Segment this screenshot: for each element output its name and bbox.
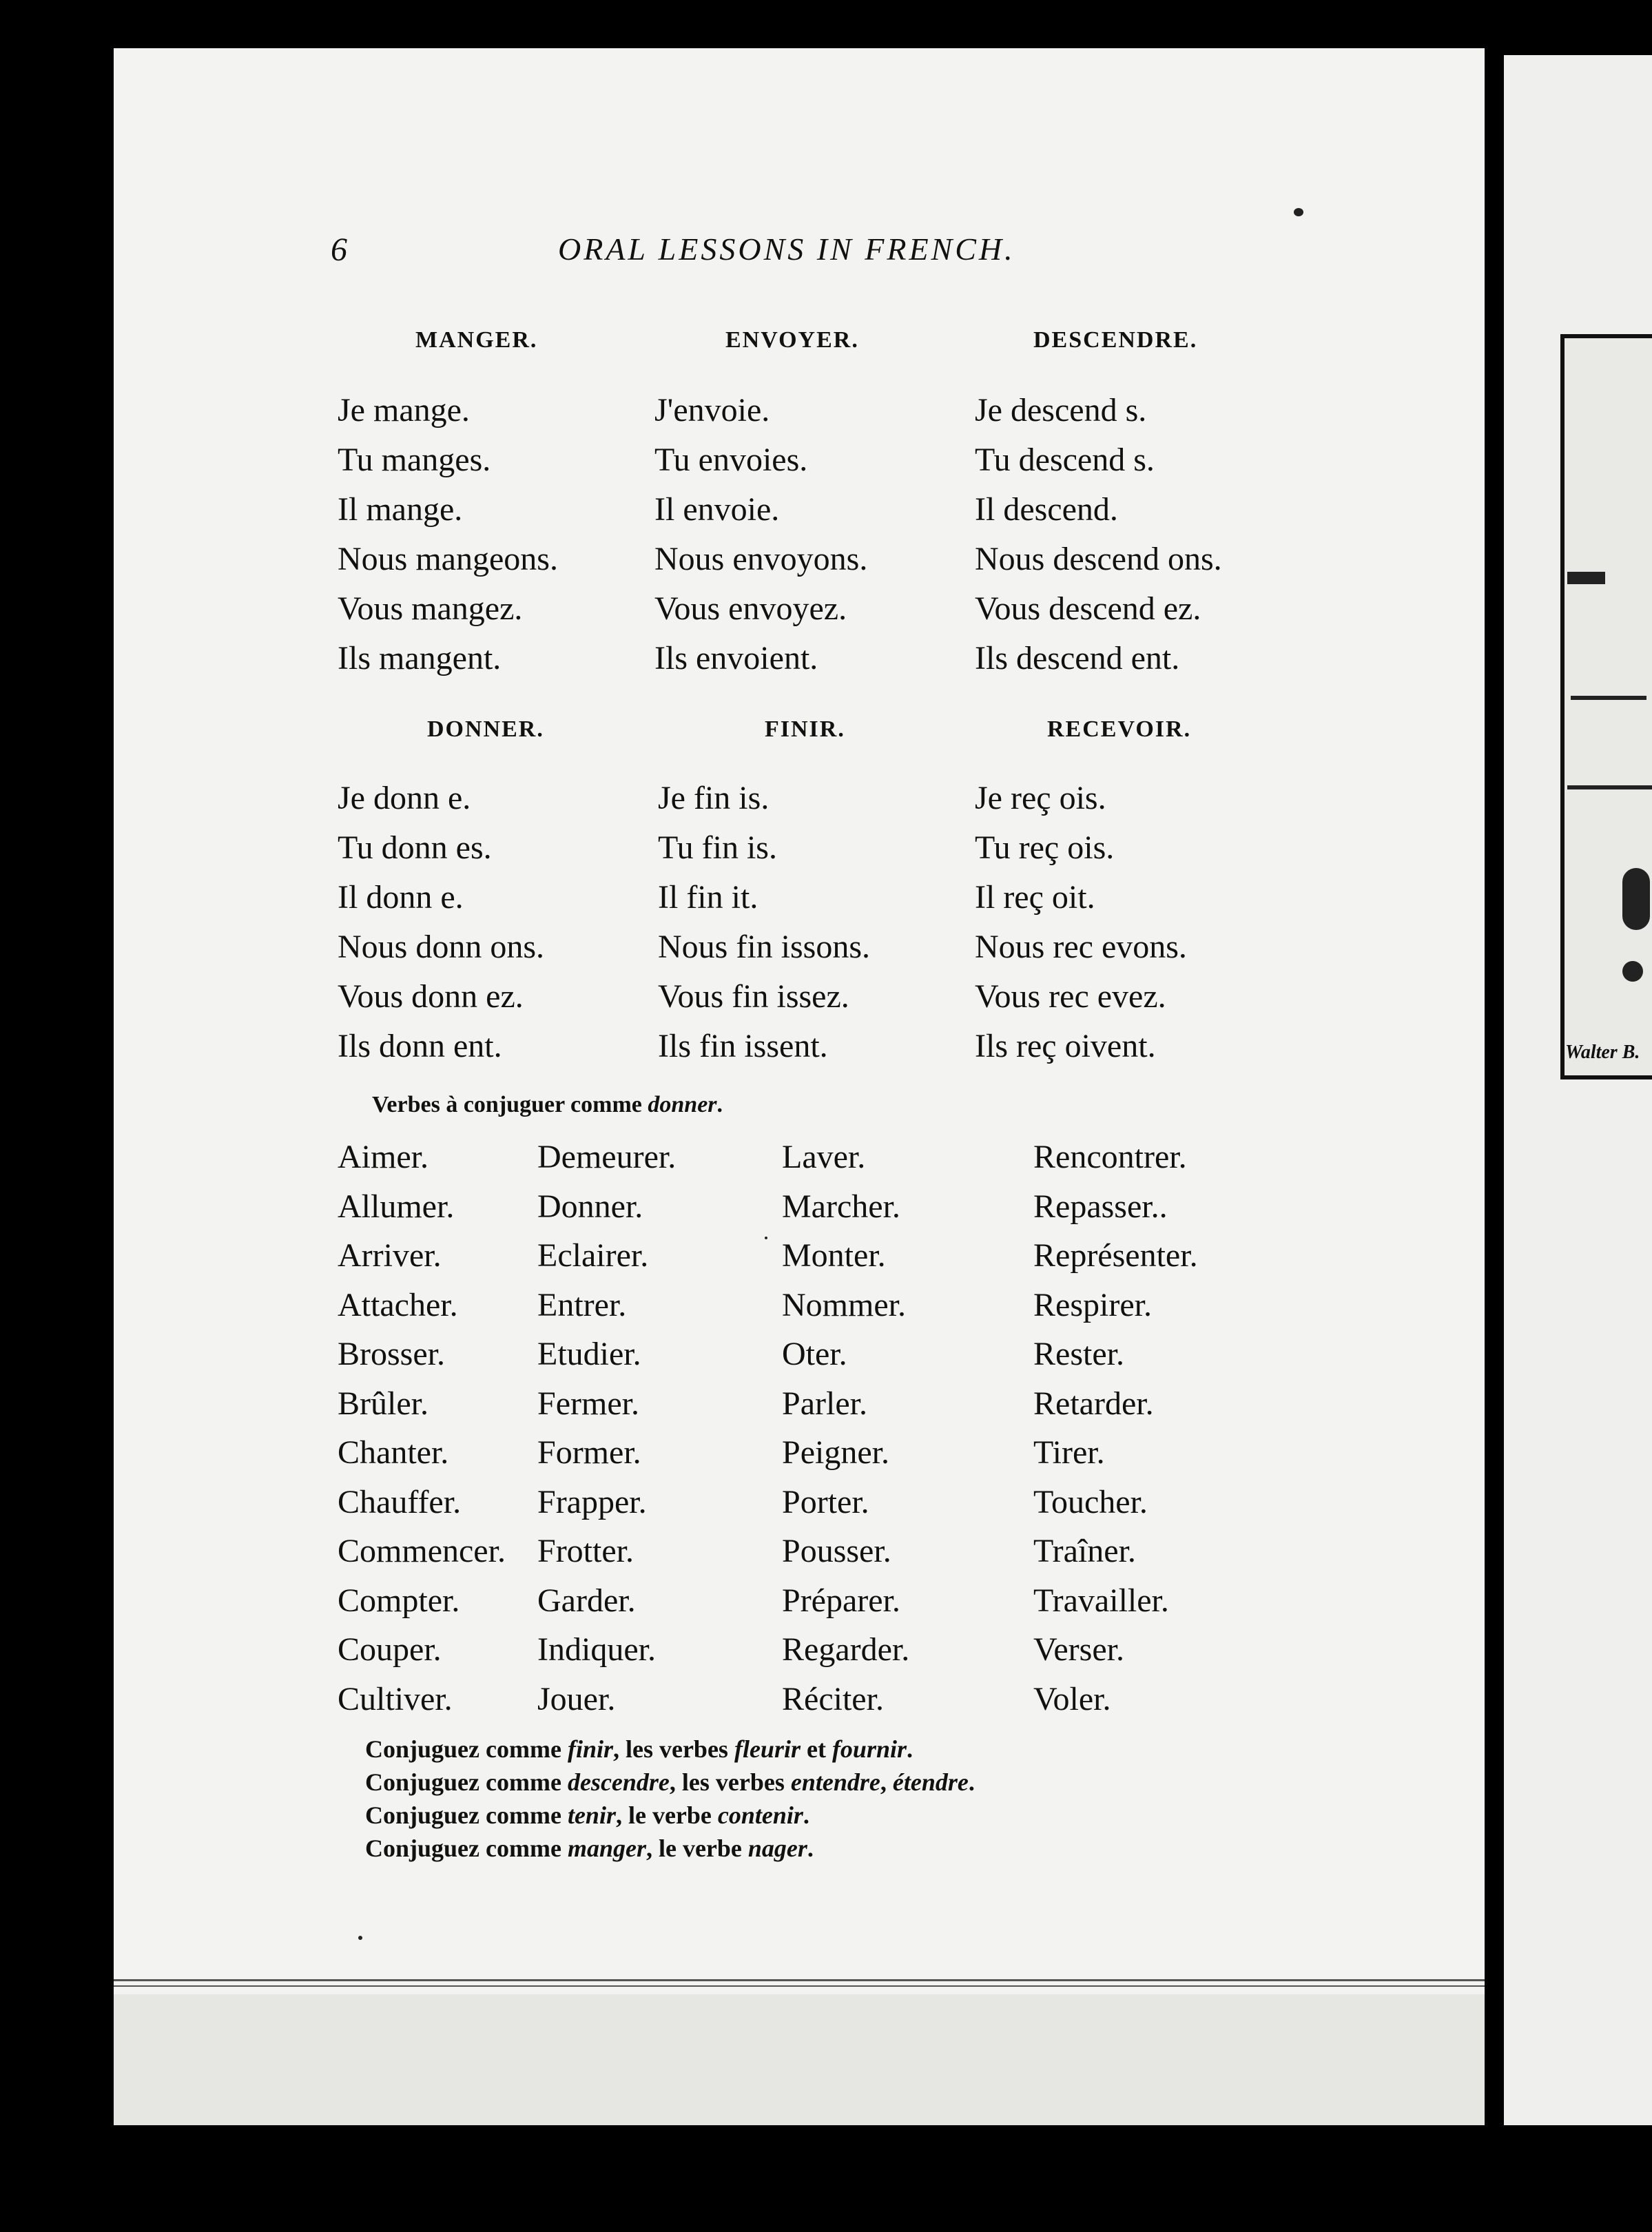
verb-list-item: Retarder.	[1033, 1385, 1154, 1422]
verb-list-item: Brûler.	[338, 1385, 429, 1422]
ink-speck	[765, 1237, 767, 1239]
page-header	[331, 231, 1295, 279]
scan-border	[0, 2125, 1652, 2232]
conjugation-line: Il descend.	[975, 491, 1118, 528]
verb-list-item: Repasser..	[1033, 1188, 1168, 1225]
verb-heading-descendre: DESCENDRE.	[1033, 327, 1198, 353]
illustration-fragment	[1571, 696, 1646, 700]
verb-list-item: Oter.	[782, 1336, 847, 1372]
verb-list-item: Verser.	[1033, 1631, 1124, 1668]
conjugation-line: Vous mangez.	[338, 590, 523, 627]
verb-list-item: Donner.	[537, 1188, 643, 1225]
conjugation-line: Je descend s.	[975, 392, 1147, 428]
page-number: 6	[331, 231, 347, 268]
verb-list-item: Respirer.	[1033, 1286, 1152, 1323]
verb-list-item: Frotter.	[537, 1533, 634, 1569]
book-gutter	[1485, 55, 1504, 2136]
conjugation-line: Tu reç ois.	[975, 829, 1115, 866]
conjugation-line: Ils envoient.	[654, 640, 818, 676]
conjugation-line: Tu envoies.	[654, 442, 808, 478]
verb-list-item: Marcher.	[782, 1188, 900, 1225]
conjugation-line: Il donn e.	[338, 879, 464, 916]
note-suffix: .	[716, 1092, 723, 1117]
verb-list-item: Etudier.	[537, 1336, 641, 1372]
verb-list-item: Chauffer.	[338, 1483, 462, 1520]
verb-list-item: Jouer.	[537, 1680, 616, 1717]
illustration-fragment	[1622, 868, 1650, 930]
conjugation-line: Tu fin is.	[658, 829, 777, 866]
verb-list-item: Réciter.	[782, 1680, 884, 1717]
illustration-fragment	[1567, 572, 1605, 584]
verb-list-item: Regarder.	[782, 1631, 910, 1668]
conjugation-line: Vous envoyez.	[654, 590, 847, 627]
verb-list-column-1	[338, 1133, 506, 1724]
conjugation-line: Vous fin issez.	[658, 978, 849, 1015]
verb-list-item: Tirer.	[1033, 1434, 1105, 1471]
conjugation-line: Tu donn es.	[338, 829, 492, 866]
verb-list-item: Monter.	[782, 1237, 886, 1274]
conjugation-line: Il mange.	[338, 491, 463, 528]
verb-list-column-3	[782, 1133, 909, 1724]
verb-list-item: Rester.	[1033, 1336, 1124, 1372]
verb-list-item: Rencontrer.	[1033, 1139, 1187, 1175]
conjugation-line: Je fin is.	[658, 780, 770, 816]
verb-list-item: Cultiver.	[338, 1680, 453, 1717]
verb-list-item: Travailler.	[1033, 1582, 1169, 1619]
instruction-line: Conjuguez comme tenir, le verbe contenir.	[365, 1801, 809, 1829]
verb-list-item: Parler.	[782, 1385, 867, 1422]
illustration-signature: Walter B.	[1565, 1042, 1640, 1063]
running-title: ORAL LESSONS IN FRENCH.	[558, 231, 1015, 267]
verb-list-item: Laver.	[782, 1139, 866, 1175]
instruction-line: Conjuguez comme finir, les verbes fleurir et fournir.	[365, 1735, 913, 1763]
conjugation-manger	[338, 386, 558, 683]
verb-list-item: Porter.	[782, 1483, 869, 1520]
verb-list-item: Compter.	[338, 1582, 460, 1619]
ink-speck	[358, 1936, 362, 1940]
verb-list-item: Demeurer.	[537, 1139, 677, 1175]
conjugation-finir	[658, 774, 870, 1071]
verb-list-item: Traîner.	[1033, 1533, 1136, 1569]
conjugation-line: Vous donn ez.	[338, 978, 524, 1015]
verb-list-item: Chanter.	[338, 1434, 449, 1471]
conjugation-donner	[338, 774, 544, 1071]
conjugation-line: Je donn e.	[338, 780, 471, 816]
conjugation-line: Vous descend ez.	[975, 590, 1201, 627]
verb-list-item: Toucher.	[1033, 1483, 1148, 1520]
verb-heading-donner: DONNER.	[427, 716, 544, 742]
conjugation-line: Il fin it.	[658, 879, 758, 916]
conjugate-like-note	[372, 1092, 723, 1118]
illustration-fragment	[1567, 785, 1652, 789]
conjugation-line: Je mange.	[338, 392, 470, 428]
conjugation-line: J'envoie.	[654, 392, 770, 428]
conjugation-line: Tu descend s.	[975, 442, 1155, 478]
verb-list-item: Frapper.	[537, 1483, 647, 1520]
note-prefix: Verbes à conjuguer comme	[372, 1092, 642, 1117]
verb-list-item: Brosser.	[338, 1336, 445, 1372]
conjugation-line: Nous rec evons.	[975, 929, 1187, 965]
verb-heading-recevoir: RECEVOIR.	[1047, 716, 1192, 742]
verb-list-item: Couper.	[338, 1631, 442, 1668]
page-edge-rule	[114, 1985, 1485, 1987]
conjugation-line: Vous rec evez.	[975, 978, 1166, 1015]
verb-list-column-2	[537, 1133, 676, 1724]
conjugation-line: Ils donn ent.	[338, 1028, 502, 1064]
verb-list-item: Fermer.	[537, 1385, 639, 1422]
conjugation-line: Il envoie.	[654, 491, 780, 528]
verb-list-item: Commencer.	[338, 1533, 506, 1569]
verb-list-item: Pousser.	[782, 1533, 891, 1569]
note-model-verb: donner	[648, 1092, 717, 1117]
conjugation-instructions	[365, 1733, 975, 1865]
conjugation-envoyer	[654, 386, 867, 683]
verb-list-item: Nommer.	[782, 1286, 906, 1323]
ink-speck	[1294, 208, 1303, 216]
verb-list-item: Indiquer.	[537, 1631, 656, 1668]
verb-list-item: Attacher.	[338, 1286, 458, 1323]
instruction-line: Conjuguez comme manger, le verbe nager.	[365, 1835, 814, 1862]
verb-heading-finir: FINIR.	[765, 716, 845, 742]
conjugation-descendre	[975, 386, 1222, 683]
verb-list-item: Eclairer.	[537, 1237, 649, 1274]
conjugation-line: Ils descend ent.	[975, 640, 1180, 676]
conjugation-recevoir	[975, 774, 1187, 1071]
verb-list-item: Arriver.	[338, 1237, 442, 1274]
conjugation-line: Nous donn ons.	[338, 929, 545, 965]
verb-list-item: Représenter.	[1033, 1237, 1198, 1274]
conjugation-line: Tu manges.	[338, 442, 491, 478]
page-bottom-margin	[114, 1994, 1485, 2125]
page-edge-rule	[114, 1979, 1485, 1981]
conjugation-line: Nous mangeons.	[338, 541, 558, 577]
verb-list-column-4	[1033, 1133, 1198, 1724]
instruction-line: Conjuguez comme descendre, les verbes entendre, étendre.	[365, 1768, 975, 1796]
conjugation-line: Nous fin issons.	[658, 929, 871, 965]
illustration-fragment	[1622, 961, 1643, 982]
conjugation-line: Nous descend ons.	[975, 541, 1222, 577]
verb-list-item: Former.	[537, 1434, 641, 1471]
verb-list-item: Préparer.	[782, 1582, 900, 1619]
verb-list-item: Aimer.	[338, 1139, 429, 1175]
verb-list-item: Garder.	[537, 1582, 636, 1619]
verb-heading-envoyer: ENVOYER.	[725, 327, 859, 353]
verb-list-item: Peigner.	[782, 1434, 889, 1471]
verb-list-item: Entrer.	[537, 1286, 627, 1323]
verb-list-item: Allumer.	[338, 1188, 455, 1225]
verb-heading-manger: MANGER.	[415, 327, 538, 353]
conjugation-line: Ils fin issent.	[658, 1028, 828, 1064]
conjugation-line: Nous envoyons.	[654, 541, 868, 577]
conjugation-line: Je reç ois.	[975, 780, 1106, 816]
conjugation-line: Ils mangent.	[338, 640, 502, 676]
conjugation-line: Il reç oit.	[975, 879, 1095, 916]
verb-list-item: Voler.	[1033, 1680, 1111, 1717]
conjugation-line: Ils reç oivent.	[975, 1028, 1156, 1064]
